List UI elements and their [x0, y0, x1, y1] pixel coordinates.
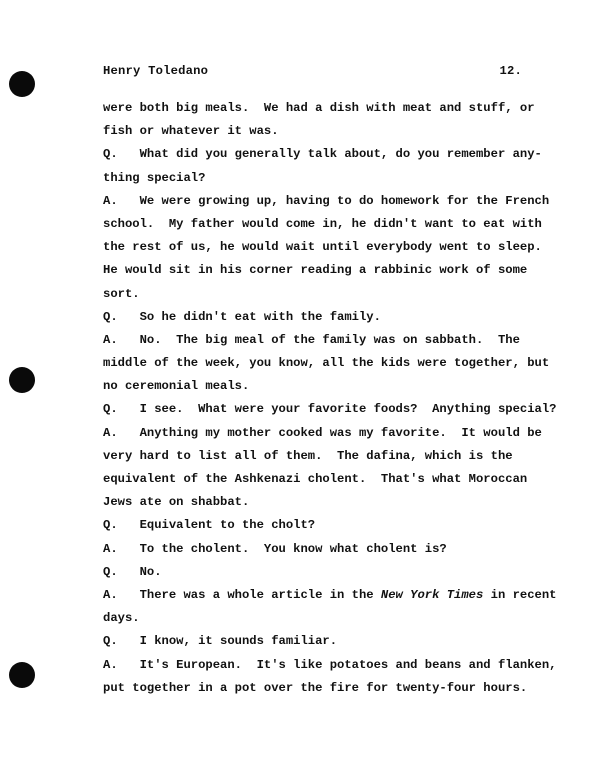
transcript-line: Q. So he didn't eat with the family. — [103, 309, 381, 324]
transcript-line: fish or whatever it was. — [103, 124, 279, 139]
transcript-line-italic — [103, 587, 557, 610]
transcript-body — [103, 100, 557, 703]
binder-hole — [9, 662, 35, 688]
transcript-line: Q. What did you generally talk about, do you remember any- — [103, 147, 542, 162]
transcript-line: equivalent of the Ashkenazi cholent. That's what Moroccan — [103, 472, 528, 486]
transcript-line: Q. I see. What were your favorite foods? Anything special? — [103, 402, 557, 417]
transcript-line: no ceremonial meals. — [103, 379, 250, 394]
binder-hole — [9, 367, 35, 393]
page-number: 12. — [499, 64, 522, 78]
transcript-line: very hard to list all of them. The dafina, which is the — [103, 448, 513, 463]
line-text-before: A. There was a whole article in the — [103, 587, 381, 602]
transcript-line: put together in a pot over the fire for twenty-four hours. — [103, 680, 528, 695]
page-header — [103, 64, 522, 78]
transcript-line: A. No. The big meal of the family was on sabbath. The — [103, 332, 520, 347]
transcript-line: days. — [103, 611, 140, 626]
transcript-line: Q. Equivalent to the cholt? — [103, 518, 316, 533]
transcript-line: middle of the week, you know, all the kids were together, but — [103, 356, 550, 371]
transcript-line: Q. No. — [103, 564, 162, 579]
transcript-line: Q. I know, it sounds familiar. — [103, 634, 338, 649]
transcript-line: A. Anything my mother cooked was my favorite. It would be — [103, 425, 542, 440]
transcript-line: He would sit in his corner reading a rabbinic work of some — [103, 263, 528, 278]
line-text-after: in recent — [483, 587, 557, 602]
newspaper-title: New York Times — [380, 587, 484, 602]
transcript-line: sort. — [103, 286, 140, 301]
transcript-line: thing special? — [103, 170, 206, 185]
binder-hole — [9, 71, 35, 97]
transcript-line: A. It's European. It's like potatoes and beans and flanken, — [103, 657, 557, 672]
transcript-line: Jews ate on shabbat. — [103, 495, 250, 510]
transcript-line: school. My father would come in, he didn't want to eat with — [103, 216, 542, 231]
transcript-line: the rest of us, he would wait until everybody went to sleep. — [103, 240, 542, 255]
interviewee-name: Henry Toledano — [103, 64, 209, 78]
transcript-line: were both big meals. We had a dish with meat and stuff, or — [103, 101, 535, 115]
transcript-line: A. We were growing up, having to do homework for the French — [103, 193, 550, 208]
transcript-line: A. To the cholent. You know what cholent is? — [103, 541, 447, 556]
